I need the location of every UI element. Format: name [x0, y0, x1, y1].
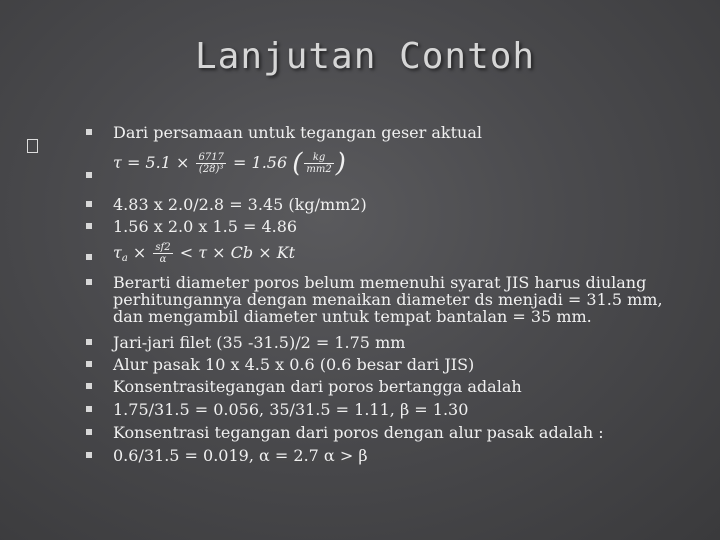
formula-rest: < τ × Cb × Kt: [179, 243, 296, 262]
list-item-text: 0.6/31.5 = 0.019, α = 2.7 α > β: [113, 446, 368, 465]
square-box-icon: [27, 139, 38, 153]
paren-open: (: [292, 148, 303, 179]
fraction-numerator: sf2: [155, 242, 171, 253]
formula-tau-subscript: a: [121, 253, 128, 264]
list-item-text: Berarti diameter poros belum memenuhi syarat JIS harus diulang perhitungannya dengan menaikan diameter ds menjadi = 31.5 mm, dan mengambil diameter untuk tempat bantalan = 35 mm.: [113, 273, 663, 326]
fraction-denominator: (28)³: [196, 163, 225, 175]
formula-shear-stress: [113, 148, 346, 179]
bullet-icon: [86, 172, 92, 178]
list-item-text: Konsentrasitegangan dari poros bertangga adalah: [113, 377, 522, 396]
bullet-icon: [86, 452, 92, 458]
bullet-icon: [86, 201, 92, 207]
unit-numerator: kg: [312, 152, 326, 163]
unit-fraction: [304, 152, 333, 175]
list-item-text: Alur pasak 10 x 4.5 x 0.6 (0.6 besar dari JIS): [113, 355, 475, 374]
bullet-icon: [86, 406, 92, 412]
paren-close: ): [335, 148, 346, 179]
fraction-numerator: 6717: [198, 152, 224, 163]
fraction-denominator: α: [153, 253, 172, 265]
formula-stress-condition: [113, 242, 295, 267]
formula-result: = 1.56: [233, 153, 288, 172]
list-item-text: 1.56 x 2.0 x 1.5 = 4.86: [113, 217, 298, 236]
bullet-icon: [86, 254, 92, 260]
unit-denominator: mm2: [306, 164, 332, 175]
formula-lhs: τ = 5.1 ×: [113, 153, 190, 172]
list-item-text: 4.83 x 2.0/2.8 = 3.45 (kg/mm2): [113, 195, 367, 214]
formula-times: ×: [132, 243, 147, 262]
bullet-icon: [86, 279, 92, 285]
list-item-text: Jari-jari filet (35 -31.5)/2 = 1.75 mm: [113, 333, 406, 352]
bullet-icon: [86, 429, 92, 435]
slide-title: Lanjutan Contoh: [195, 36, 536, 77]
bullet-icon: [86, 129, 92, 135]
bullet-icon: [86, 339, 92, 345]
bullet-icon: [86, 223, 92, 229]
list-item-text: 1.75/31.5 = 0.056, 35/31.5 = 1.11, β = 1.30: [113, 400, 469, 419]
formula-tau: τ: [113, 243, 122, 262]
list-item-text: Konsentrasi tegangan dari poros dengan alur pasak adalah :: [113, 423, 604, 442]
formula-fraction: [196, 152, 225, 175]
bullet-icon: [86, 361, 92, 367]
list-item-text: Dari persamaan untuk tegangan geser aktual: [113, 123, 482, 142]
formula-fraction: [153, 242, 172, 265]
bullet-icon: [86, 383, 92, 389]
